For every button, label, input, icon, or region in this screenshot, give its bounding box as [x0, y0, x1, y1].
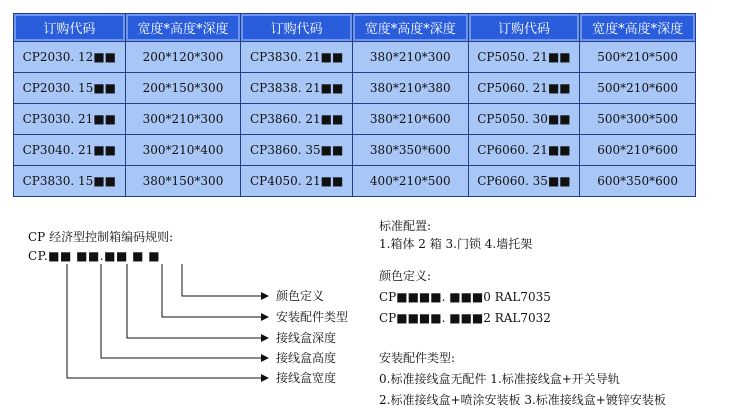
order-code-cell: CP4050. 21■■	[241, 166, 353, 197]
dimension-cell: 600*350*600	[580, 166, 696, 197]
coding-pattern: CP.■■ ■■.■■ ■ ■	[28, 249, 161, 263]
label-accessory-type: 安装配件类型	[276, 310, 349, 324]
order-code-cell: CP5060. 21■■	[468, 73, 580, 104]
order-code-cell: CP5050. 30■■	[468, 104, 580, 135]
dimension-cell: 500*210*600	[580, 73, 696, 104]
order-code-cell: CP5050. 21■■	[468, 42, 580, 73]
label-box-height: 接线盒高度	[276, 351, 337, 365]
header-dimensions: 宽度*高度*深度	[580, 14, 696, 42]
dimension-cell: 380*350*600	[352, 135, 468, 166]
order-code-cell: CP3830. 21■■	[241, 42, 353, 73]
order-code-cell: CP3860. 21■■	[241, 104, 353, 135]
dimension-cell: 400*210*500	[352, 166, 468, 197]
header-order-code: 订购代码	[241, 14, 353, 42]
dimension-cell: 380*210*300	[352, 42, 468, 73]
header-dimensions: 宽度*高度*深度	[125, 14, 241, 42]
accessory-types-line: 0.标准接线盒无配件 1.标准接线盒+开关导轨	[379, 372, 620, 386]
leader-line-height	[101, 264, 268, 358]
dimension-cell: 300*210*400	[125, 135, 241, 166]
accessory-types-line: 2.标准接线盒+喷涂安装板 3.标准接线盒+镀锌安装板	[379, 393, 666, 407]
dimension-cell: 500*210*500	[580, 42, 696, 73]
order-code-cell: CP3830. 15■■	[14, 166, 126, 197]
label-box-depth: 接线盒深度	[276, 331, 337, 345]
dimension-cell: 380*210*380	[352, 73, 468, 104]
order-code-cell: CP6060. 21■■	[468, 135, 580, 166]
order-code-cell: CP3860. 35■■	[241, 135, 353, 166]
color-definition-title: 颜色定义:	[379, 269, 432, 283]
order-code-cell: CP6060. 35■■	[468, 166, 580, 197]
label-box-width: 接线盒宽度	[276, 371, 337, 385]
leader-line-width	[67, 264, 268, 378]
color-definition-line: CP■■■■. ■■■0 RAL7035	[379, 290, 551, 304]
standard-config-items: 1.箱体 2 箱 3.门锁 4.墙托架	[379, 237, 533, 251]
order-code-cell: CP3030. 21■■	[14, 104, 126, 135]
order-code-cell: CP2030. 15■■	[14, 73, 126, 104]
order-code-cell: CP3040. 21■■	[14, 135, 126, 166]
standard-config-title: 标准配置:	[379, 219, 432, 233]
accessory-types-title: 安装配件类型:	[379, 351, 456, 365]
dimension-cell: 600*210*600	[580, 135, 696, 166]
dimension-cell: 200*150*300	[125, 73, 241, 104]
leader-line-accessory	[162, 264, 268, 317]
dimension-cell: 380*150*300	[125, 166, 241, 197]
coding-rule-title: CP 经济型控制箱编码规则:	[28, 230, 174, 244]
leader-line-depth	[127, 264, 268, 338]
header-dimensions: 宽度*高度*深度	[352, 14, 468, 42]
dimension-cell: 380*210*600	[352, 104, 468, 135]
dimension-cell: 200*120*300	[125, 42, 241, 73]
order-code-cell: CP3838. 21■■	[241, 73, 353, 104]
order-code-cell: CP2030. 12■■	[14, 42, 126, 73]
dimension-cell: 500*300*500	[580, 104, 696, 135]
leader-line-color	[182, 264, 268, 296]
header-order-code: 订购代码	[468, 14, 580, 42]
label-color-definition: 颜色定义	[276, 289, 325, 303]
dimension-cell: 300*210*300	[125, 104, 241, 135]
header-order-code: 订购代码	[14, 14, 126, 42]
color-definition-line: CP■■■■. ■■■2 RAL7032	[379, 311, 551, 325]
